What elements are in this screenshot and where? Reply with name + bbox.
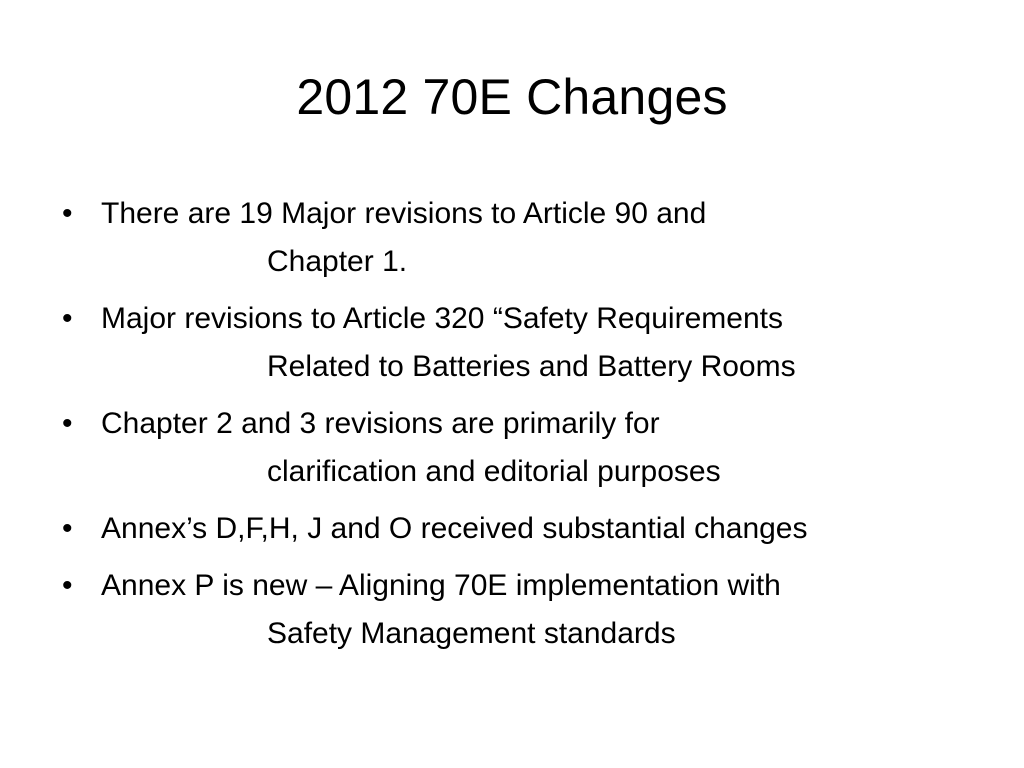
bullet-icon: • [62, 569, 73, 602]
bullet-text-continuation: Related to Batteries and Battery Rooms [267, 350, 796, 383]
bullet-text: Chapter 2 and 3 revisions are primarily for [101, 407, 660, 440]
list-item [62, 190, 982, 286]
bullet-text: Annex’s D,F,H, J and O received substantial changes [101, 512, 808, 545]
list-item [62, 295, 982, 391]
bullet-text-continuation: clarification and editorial purposes [267, 455, 721, 488]
bullet-icon: • [62, 512, 73, 545]
slide-title: 2012 70E Changes [296, 69, 728, 125]
list-item [62, 562, 982, 658]
bullet-icon: • [62, 407, 73, 440]
bullet-text-continuation: Safety Management standards [267, 617, 676, 650]
bullet-icon: • [62, 302, 73, 335]
bullet-text-continuation: Chapter 1. [267, 245, 408, 278]
bullet-text: Major revisions to Article 320 “Safety Requirements [101, 302, 783, 335]
bullet-list [62, 190, 982, 667]
bullet-icon: • [62, 197, 73, 230]
list-item [62, 505, 982, 553]
list-item [62, 400, 982, 496]
bullet-text: There are 19 Major revisions to Article 90 and [101, 197, 707, 230]
bullet-text: Annex P is new – Aligning 70E implementation with [101, 569, 781, 602]
